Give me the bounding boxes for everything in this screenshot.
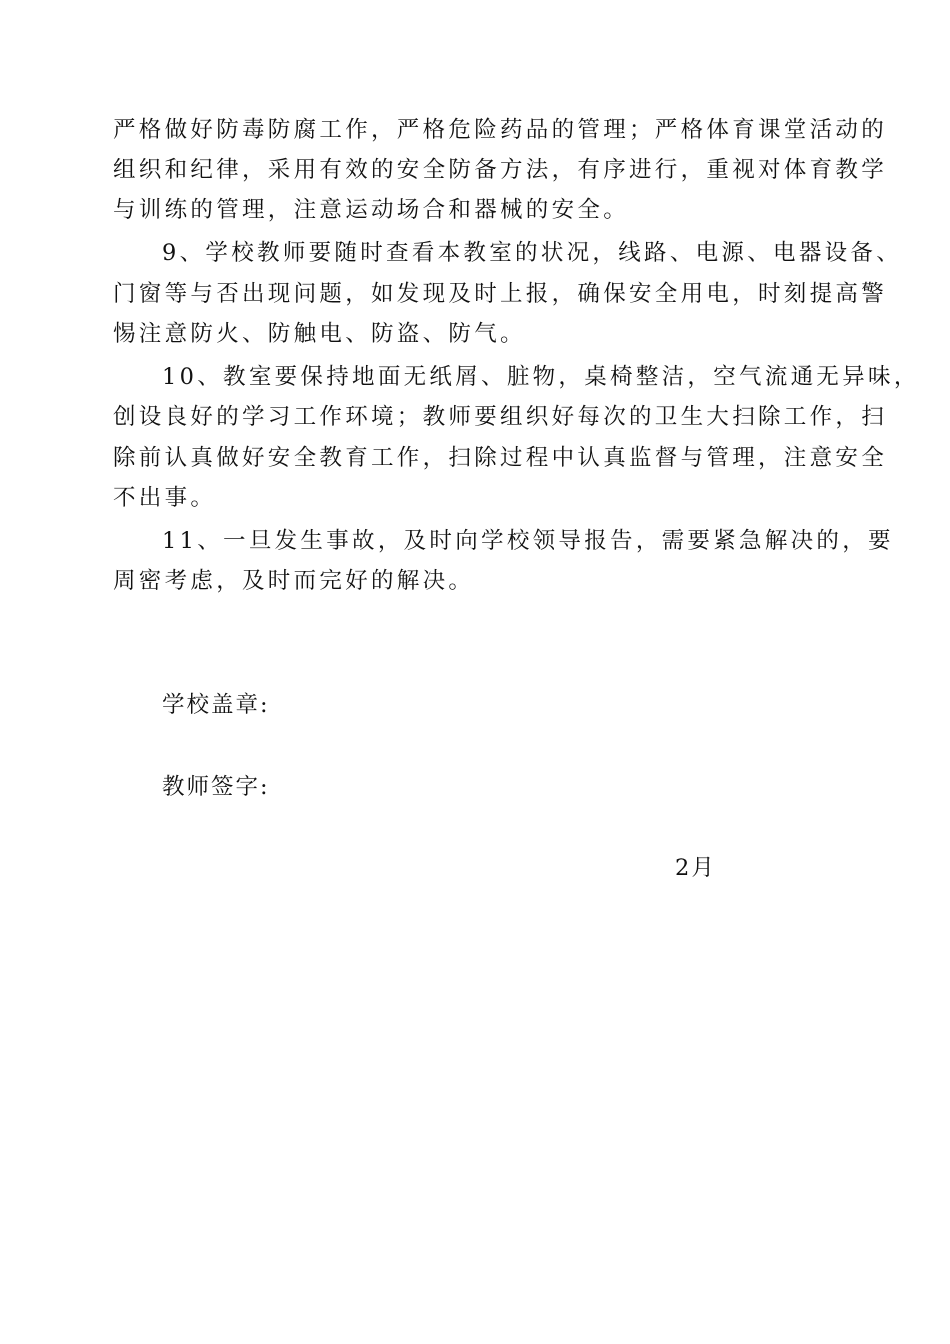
paragraph-line: 10、教室要保持地面无纸屑、脏物，桌椅整洁，空气流通无异味， <box>162 364 920 390</box>
paragraph-line: 周密考虑，及时而完好的解决。 <box>113 568 475 594</box>
paragraph-line: 组织和纪律，采用有效的安全防备方法，有序进行，重视对体育教学 <box>113 157 888 183</box>
paragraph-line: 严格做好防毒防腐工作，严格危险药品的管理；严格体育课堂活动的 <box>113 117 888 143</box>
paragraph-line: 9、学校教师要随时查看本教室的状况，线路、电源、电器设备、 <box>162 240 903 266</box>
school-seal-label: 学校盖章: <box>162 692 270 718</box>
paragraph-line: 不出事。 <box>113 485 217 511</box>
paragraph-line: 除前认真做好安全教育工作，扫除过程中认真监督与管理，注意安全 <box>113 445 888 471</box>
paragraph-line: 11、一旦发生事故，及时向学校领导报告，需要紧急解决的，要 <box>162 528 894 554</box>
paragraph-line: 创设良好的学习工作环境；教师要组织好每次的卫生大扫除工作，扫 <box>113 404 888 430</box>
paragraph-line: 与训练的管理，注意运动场合和器械的安全。 <box>113 197 630 223</box>
paragraph-line: 惕注意防火、防触电、防盗、防气。 <box>113 321 526 347</box>
paragraph-line: 门窗等与否出现问题，如发现及时上报，确保安全用电，时刻提高警 <box>113 281 888 307</box>
teacher-signature-label: 教师签字: <box>162 774 270 800</box>
date-text: 2月 <box>675 855 716 881</box>
